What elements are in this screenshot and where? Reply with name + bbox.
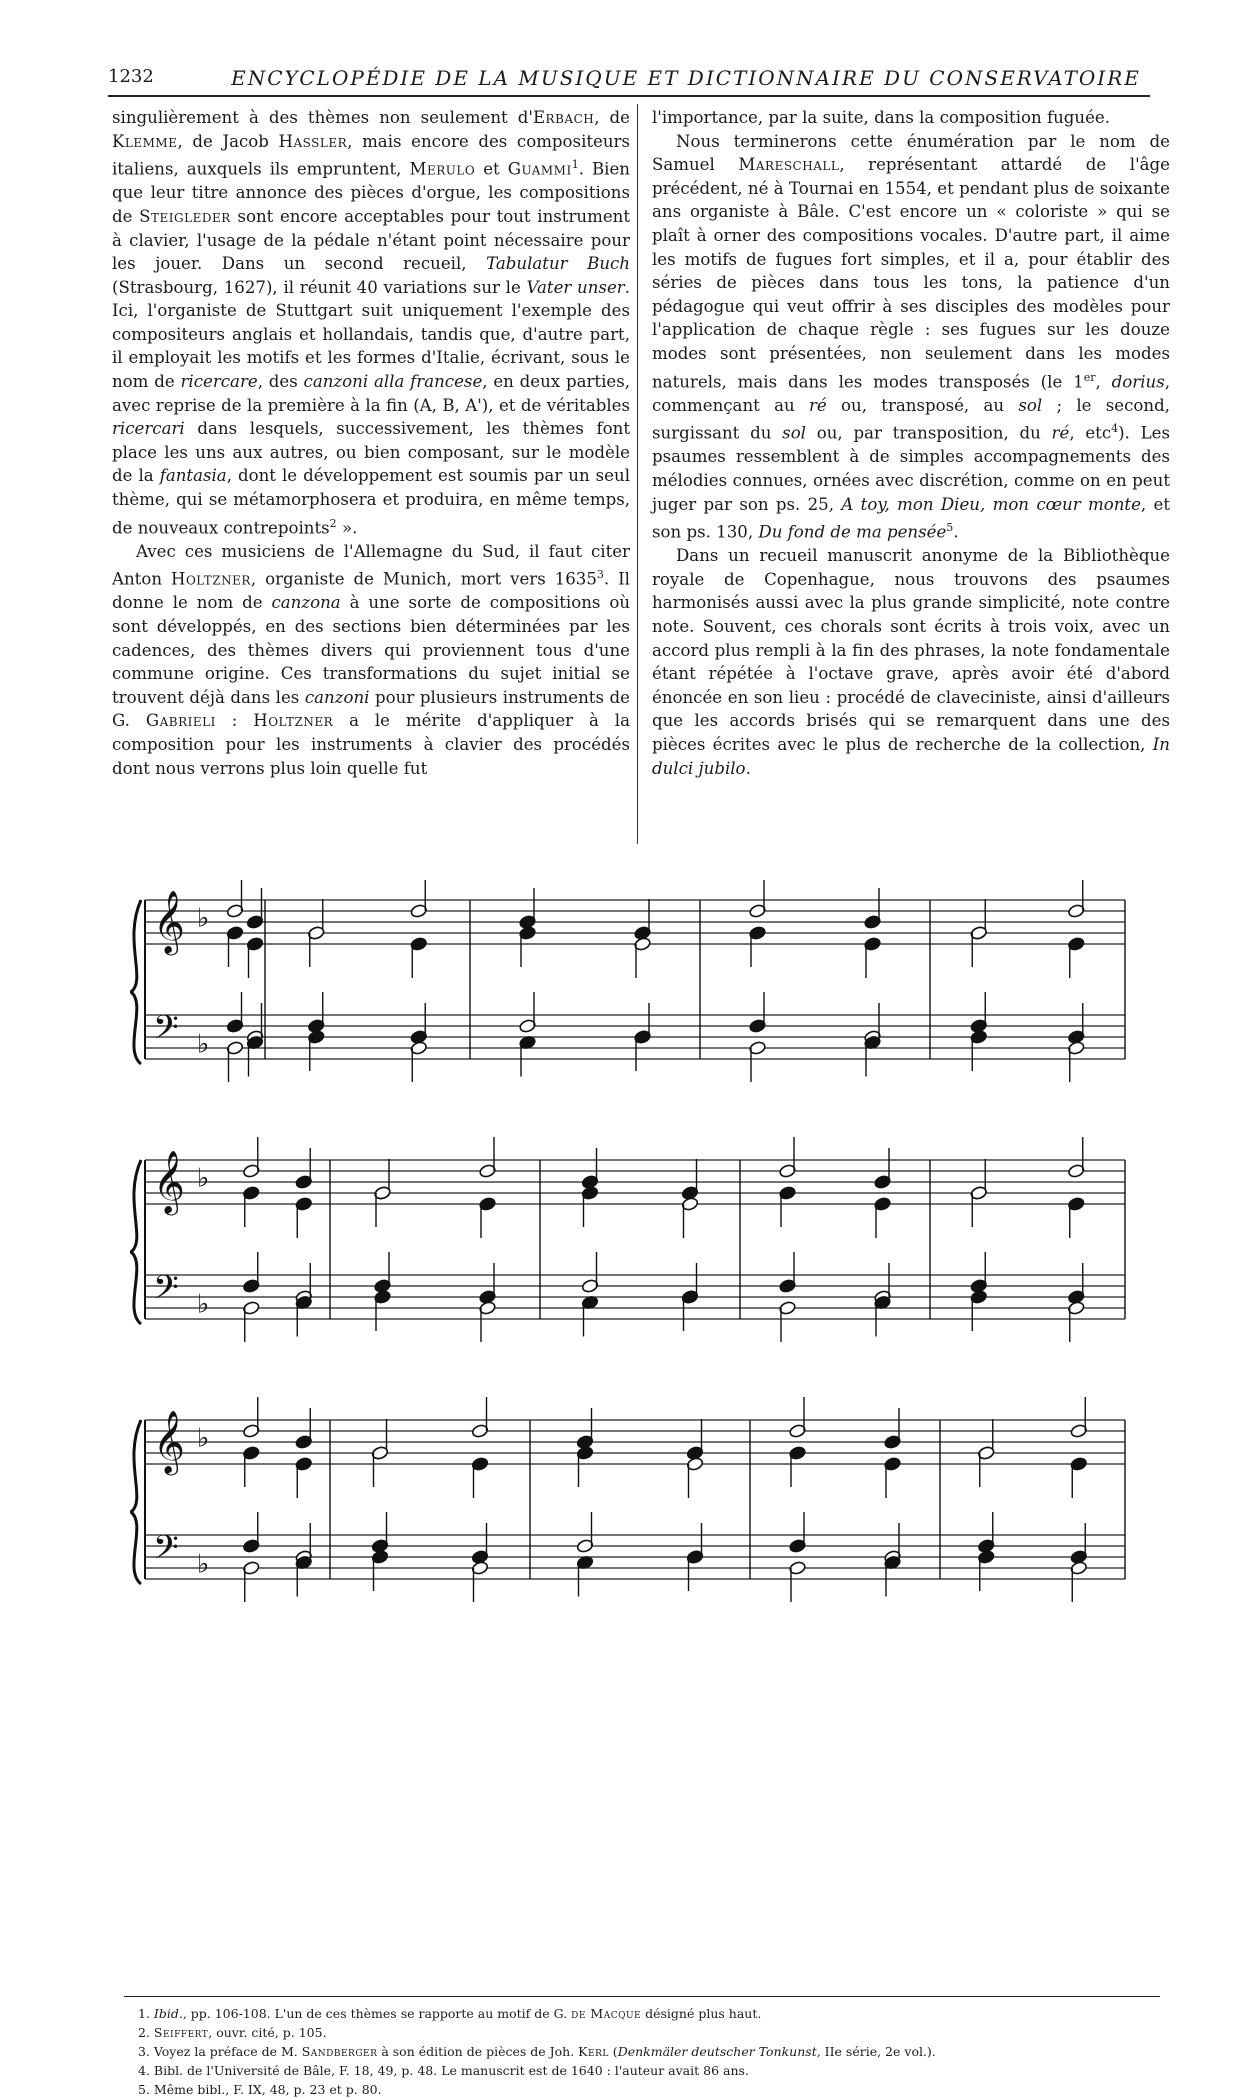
italic-text: canzoni bbox=[304, 687, 370, 707]
italic-text: ré bbox=[808, 395, 827, 415]
text-run: , des bbox=[257, 372, 304, 392]
italic-text: canzoni alla francese bbox=[303, 372, 483, 392]
italic-text: ricercare bbox=[180, 372, 258, 392]
person-name: Erbach bbox=[532, 108, 595, 127]
text-run: ». bbox=[336, 518, 358, 538]
left-column bbox=[112, 106, 630, 780]
flat-sign: ♭ bbox=[197, 1289, 210, 1320]
footnote bbox=[138, 2042, 1138, 2061]
text-run: a le mérite d'appliquer à la composition pour les instruments à clavier des procédés dont nous verrons plus loin quelle fut bbox=[112, 711, 630, 778]
person-name: Sandberger bbox=[301, 2044, 378, 2059]
footnote-marker: 2 bbox=[329, 516, 337, 530]
page-number: 1232 bbox=[108, 66, 154, 87]
italic-text: sol bbox=[1018, 395, 1043, 415]
column-divider bbox=[637, 104, 638, 844]
text-run: , dont le développement est soumis par un seul thème, qui se métamorphosera et produira, en même temps, de nouveaux contrepoints bbox=[112, 466, 630, 538]
person-name: Klemme bbox=[112, 131, 178, 151]
italic-text: Vater unser bbox=[526, 277, 625, 297]
bass-clef: 𝄢 bbox=[153, 1529, 179, 1575]
text-run: 4. Bibl. de l'Université de Bâle, F. 18, 49, p. 48. Le manuscrit est de 1640 : l'auteur avait 86 ans. bbox=[138, 2063, 749, 2078]
text-run: , organiste de Munich, mort vers 1635 bbox=[250, 569, 597, 589]
text-run: IIe série, 2e vol.). bbox=[820, 2044, 936, 2059]
text-run: , pp. 106-108. L'un de ces thèmes se rapporte au motif de G. bbox=[182, 2006, 572, 2021]
running-header bbox=[108, 66, 1144, 94]
person-name: Kerl bbox=[578, 2044, 609, 2059]
text-run: , de bbox=[594, 108, 630, 127]
text-run: 1. bbox=[138, 2006, 154, 2021]
text-run: : bbox=[215, 711, 254, 731]
italic-text: sol bbox=[782, 423, 806, 443]
person-name: Seiffert bbox=[153, 2025, 209, 2040]
italic-text: canzona bbox=[271, 593, 341, 613]
text-run: Dans un recueil manuscrit anonyme de la Bibliothèque royale de Copenhague, nous trouvons des psaumes harmonisés aussi avec la plus grande simplicité, note contre note. Souvent, ces chorals sont écrits à trois voix, avec un accord plus rempli à la fin des phrases, la note fondamentale étant répétée à l'octave grave, après avoir été d'abord énoncée en son lieu : procédé de claveciniste, ainsi d'ailleurs que les accords brisés qui se remarquent dans une des pièces écrites avec le plus de recherche de la collection, bbox=[652, 546, 1170, 755]
italic-text: In dulci jubilo bbox=[652, 735, 1170, 778]
system-brace bbox=[131, 1420, 141, 1584]
text-run: Avec ces musiciens de l'Allemagne du Sud, il faut citer Anton bbox=[112, 541, 630, 589]
flat-sign: ♭ bbox=[197, 1549, 210, 1580]
footnote-marker: 5 bbox=[946, 521, 954, 535]
text-run: . Bien que leur titre annonce des pièces d'orgue, les compositions de bbox=[112, 159, 630, 226]
music-example bbox=[130, 880, 1130, 1710]
bass-clef: 𝄢 bbox=[153, 1009, 179, 1055]
text-run: . bbox=[953, 522, 959, 542]
text-run: dans lesquels, successivement, les thèmes font place les uns aux autres, ou bien composant, sur le modèle de la bbox=[112, 419, 630, 486]
text-run: 2. bbox=[138, 2025, 154, 2040]
italic-text: Du fond de ma pensée bbox=[758, 522, 947, 542]
italic-text: ré bbox=[1051, 423, 1070, 443]
running-title: ENCYCLOPÉDIE DE LA MUSIQUE ET DICTIONNAIRE DU CONSERVATOIRE bbox=[231, 66, 1141, 90]
text-run: Nous terminerons cette énumération par le nom de Samuel bbox=[652, 131, 1170, 175]
text-run: , ouvr. cité, p. 105. bbox=[208, 2025, 327, 2040]
system-brace bbox=[131, 1160, 141, 1324]
person-name: Merulo bbox=[409, 159, 476, 179]
italic-text: fantasia bbox=[159, 466, 227, 486]
person-name: de Macque bbox=[571, 2006, 642, 2021]
person-name: Guammi bbox=[507, 159, 572, 179]
left-paragraph-2 bbox=[112, 540, 630, 780]
footnotes bbox=[138, 2004, 1138, 2099]
right-column bbox=[652, 106, 1170, 780]
italic-text: A toy, mon Dieu, mon cœur monte bbox=[841, 494, 1141, 514]
treble-clef: 𝄞 bbox=[153, 1410, 185, 1473]
footnote bbox=[138, 2080, 1138, 2099]
text-run: . Il donne le nom de bbox=[112, 569, 630, 613]
italic-text: ricercari bbox=[112, 419, 185, 439]
text-run: , mais encore des compositeurs italiens, auxquels ils empruntent, bbox=[112, 131, 630, 179]
text-run: , représentant attardé de l'âge précédent, né à Tournai en 1554, et pendant plus de soixante ans organiste à Bâle. C'est encore un « coloriste » qui se plaît à orner des compositions vocales. D'autre part, il aime les motifs de fugues fort simples, et il a, pour établir des séries de pièces dans tous les tons, la patience d'un pédagogue qui veut offrir à ses disciples des modèles pour l'application de chaque règle : ses fugues sur les douze modes sont présentées, non seulement dans les modes naturels, mais dans les modes transposés (le 1 bbox=[652, 155, 1170, 392]
person-name: Mareschall bbox=[738, 155, 840, 175]
text-run: à son édition de pièces de Joh. bbox=[377, 2044, 579, 2059]
footnote-marker: er bbox=[1083, 370, 1096, 384]
text-run: . Ici, l'organiste de Stuttgart suit uniquement l'exemple des compositeurs anglais et hollandais, tandis que, d'autre part, il employait les motifs et les formes d'Italie, écrivant, sous le nom de bbox=[112, 277, 630, 392]
system-brace bbox=[131, 900, 141, 1064]
person-name: Holtzner bbox=[170, 569, 251, 589]
left-paragraph-1 bbox=[112, 106, 630, 540]
text-run: , et son ps. 130, bbox=[652, 494, 1170, 542]
text-run: ( bbox=[608, 2044, 618, 2059]
text-run: , commençant au bbox=[652, 372, 1170, 415]
text-run: sont encore acceptables pour tout instrument à clavier, l'usage de la pédale n'étant point nécessaire pour les jouer. Dans un second recueil, bbox=[112, 206, 630, 274]
text-run: à une sorte de compositions où sont développés, en des sections bien déterminées par les cadences, des thèmes divers qui proviennent tous d'une commune origine. Ces transformations du sujet initial se trouvent déjà dans les bbox=[112, 593, 631, 707]
text-run: ). Les psaumes ressemblent à de simples accompagnements des mélodies connues, ornées avec discrétion, comme on en peut juger par son ps. 25, bbox=[652, 423, 1170, 514]
text-run: et bbox=[475, 159, 508, 179]
header-rule bbox=[108, 95, 1150, 97]
footnote-marker: 1 bbox=[571, 158, 579, 172]
treble-clef: 𝄞 bbox=[153, 1150, 185, 1213]
person-name: Hassler bbox=[278, 131, 348, 151]
person-name: Holtzner bbox=[253, 711, 334, 731]
text-run: , de Jacob bbox=[177, 131, 279, 151]
text-run: 5. Même bibl., F. IX, 48, p. 23 et p. 80. bbox=[138, 2082, 382, 2097]
right-paragraph-1: l'importance, par la suite, dans la composition fuguée. bbox=[652, 108, 1111, 127]
text-run: désigné plus haut. bbox=[641, 2006, 762, 2021]
text-run: singulièrement à des thèmes non seulement d' bbox=[112, 108, 533, 127]
footnote-marker: 4 bbox=[1111, 422, 1119, 436]
text-run: ; le second, surgissant du bbox=[652, 395, 1170, 443]
text-run: , bbox=[1095, 372, 1112, 392]
flat-sign: ♭ bbox=[197, 903, 210, 934]
footnote bbox=[138, 2023, 1138, 2042]
right-paragraph-3 bbox=[652, 544, 1170, 780]
text-run: ou, par transposition, du bbox=[806, 423, 1052, 443]
italic-text: Ibid. bbox=[153, 2006, 183, 2021]
right-paragraph-2 bbox=[652, 130, 1170, 545]
footnote bbox=[138, 2061, 1138, 2080]
italic-text: Tabulatur Buch bbox=[486, 254, 630, 274]
text-run: ou, transposé, au bbox=[826, 395, 1019, 415]
flat-sign: ♭ bbox=[197, 1163, 210, 1194]
treble-clef: 𝄞 bbox=[153, 890, 185, 953]
text-run: (Strasbourg, 1627), il réunit 40 variations sur le bbox=[112, 277, 527, 297]
footnote bbox=[138, 2004, 1138, 2023]
bass-clef: 𝄢 bbox=[153, 1269, 179, 1315]
text-run: pour plusieurs instruments de G. bbox=[112, 687, 630, 731]
italic-text: dorius bbox=[1111, 372, 1165, 392]
text-run: . bbox=[745, 758, 751, 778]
footnote-marker: 3 bbox=[596, 568, 604, 582]
italic-text: Denkmäler deutscher Tonkunst, bbox=[617, 2044, 821, 2059]
flat-sign: ♭ bbox=[197, 1029, 210, 1060]
person-name: Gabrieli bbox=[145, 711, 216, 731]
flat-sign: ♭ bbox=[197, 1423, 210, 1454]
text-run: 3. Voyez la préface de M. bbox=[138, 2044, 302, 2059]
person-name: Steigleder bbox=[139, 206, 231, 226]
footnote-rule bbox=[124, 1996, 1160, 1997]
text-run: , en deux parties, avec reprise de la première à la fin (A, B, A'), et de véritables bbox=[112, 372, 630, 415]
text-run: , etc bbox=[1069, 423, 1112, 443]
